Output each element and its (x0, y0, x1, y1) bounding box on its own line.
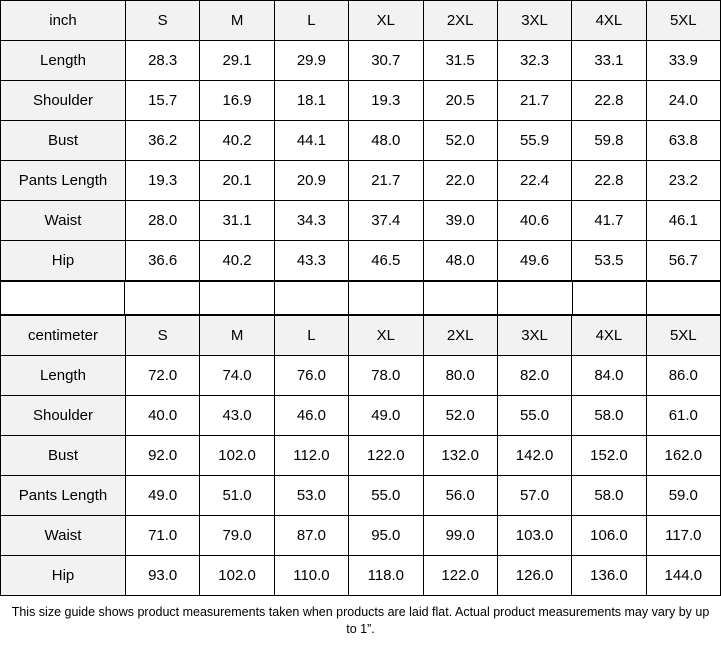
measurement-value: 19.3 (349, 81, 423, 121)
separator-cell (423, 281, 498, 315)
measurement-value: 19.3 (126, 161, 200, 201)
measurement-label: Length (1, 41, 126, 81)
size-table-centimeter-container (0, 315, 721, 596)
measurement-value: 102.0 (200, 436, 274, 476)
separator-cell (497, 281, 572, 315)
table-row (1, 121, 721, 161)
measurement-value: 40.2 (200, 241, 274, 281)
measurement-value: 72.0 (126, 356, 200, 396)
measurement-value: 53.0 (274, 476, 348, 516)
measurement-value: 44.1 (274, 121, 348, 161)
table-row (1, 556, 721, 596)
measurement-value: 110.0 (274, 556, 348, 596)
size-column-header: 2XL (423, 316, 497, 356)
measurement-value: 162.0 (646, 436, 720, 476)
table-header-row (1, 1, 721, 41)
measurement-value: 52.0 (423, 396, 497, 436)
measurement-value: 49.6 (497, 241, 571, 281)
size-column-header: L (274, 1, 348, 41)
table-row (1, 201, 721, 241)
measurement-label: Bust (1, 121, 126, 161)
measurement-value: 63.8 (646, 121, 720, 161)
size-column-header: XL (349, 316, 423, 356)
measurement-value: 41.7 (572, 201, 646, 241)
measurement-value: 82.0 (497, 356, 571, 396)
measurement-value: 56.7 (646, 241, 720, 281)
measurement-value: 84.0 (572, 356, 646, 396)
size-column-header: M (200, 1, 274, 41)
measurement-value: 39.0 (423, 201, 497, 241)
measurement-value: 144.0 (646, 556, 720, 596)
measurement-value: 31.1 (200, 201, 274, 241)
measurement-value: 22.8 (572, 81, 646, 121)
size-column-header: M (200, 316, 274, 356)
measurement-value: 56.0 (423, 476, 497, 516)
measurement-value: 29.1 (200, 41, 274, 81)
separator-cell (124, 281, 199, 315)
measurement-value: 103.0 (497, 516, 571, 556)
measurement-value: 99.0 (423, 516, 497, 556)
measurement-value: 28.3 (126, 41, 200, 81)
measurement-value: 55.0 (497, 396, 571, 436)
measurement-value: 92.0 (126, 436, 200, 476)
table-row (1, 41, 721, 81)
measurement-label: Length (1, 356, 126, 396)
table-row (1, 476, 721, 516)
measurement-value: 22.4 (497, 161, 571, 201)
measurement-value: 46.0 (274, 396, 348, 436)
measurement-value: 21.7 (349, 161, 423, 201)
separator-cell (274, 281, 349, 315)
measurement-value: 51.0 (200, 476, 274, 516)
separator-cell (199, 281, 274, 315)
measurement-label: Shoulder (1, 396, 126, 436)
separator-cell (646, 281, 721, 315)
size-column-header: S (126, 1, 200, 41)
measurement-value: 24.0 (646, 81, 720, 121)
measurement-value: 59.0 (646, 476, 720, 516)
table-row (1, 241, 721, 281)
measurement-value: 122.0 (423, 556, 497, 596)
size-column-header: 4XL (572, 1, 646, 41)
measurement-label: Bust (1, 436, 126, 476)
measurement-label: Hip (1, 556, 126, 596)
measurement-value: 22.0 (423, 161, 497, 201)
table-header-row (1, 316, 721, 356)
measurement-value: 58.0 (572, 476, 646, 516)
measurement-value: 126.0 (497, 556, 571, 596)
measurement-value: 23.2 (646, 161, 720, 201)
measurement-label: Pants Length (1, 161, 126, 201)
table-row (1, 516, 721, 556)
measurement-value: 112.0 (274, 436, 348, 476)
separator-cell (0, 281, 124, 315)
measurement-value: 43.0 (200, 396, 274, 436)
size-guide-footnote: This size guide shows product measurements taken when products are laid flat. Actual product measurements may vary by up to 1”. (11, 605, 710, 636)
measurement-value: 20.1 (200, 161, 274, 201)
measurement-value: 142.0 (497, 436, 571, 476)
measurement-value: 79.0 (200, 516, 274, 556)
measurement-value: 32.3 (497, 41, 571, 81)
measurement-value: 20.5 (423, 81, 497, 121)
measurement-value: 78.0 (349, 356, 423, 396)
size-column-header: 3XL (497, 316, 571, 356)
measurement-value: 33.9 (646, 41, 720, 81)
size-table-inch-body (1, 1, 721, 281)
size-column-header: XL (349, 1, 423, 41)
measurement-value: 49.0 (126, 476, 200, 516)
table-row (1, 81, 721, 121)
measurement-value: 61.0 (646, 396, 720, 436)
measurement-value: 71.0 (126, 516, 200, 556)
measurement-value: 40.0 (126, 396, 200, 436)
measurement-value: 132.0 (423, 436, 497, 476)
size-column-header: L (274, 316, 348, 356)
measurement-value: 16.9 (200, 81, 274, 121)
measurement-value: 49.0 (349, 396, 423, 436)
measurement-value: 40.6 (497, 201, 571, 241)
measurement-value: 118.0 (349, 556, 423, 596)
size-table-inch-container (0, 0, 721, 281)
separator-cell (572, 281, 647, 315)
measurement-value: 76.0 (274, 356, 348, 396)
table-row (1, 396, 721, 436)
measurement-value: 55.0 (349, 476, 423, 516)
size-column-header: 5XL (646, 1, 720, 41)
measurement-value: 117.0 (646, 516, 720, 556)
measurement-value: 43.3 (274, 241, 348, 281)
measurement-value: 80.0 (423, 356, 497, 396)
measurement-label: Waist (1, 201, 126, 241)
measurement-value: 152.0 (572, 436, 646, 476)
measurement-value: 29.9 (274, 41, 348, 81)
measurement-value: 93.0 (126, 556, 200, 596)
unit-label-centimeter: centimeter (1, 316, 126, 356)
size-column-header: 3XL (497, 1, 571, 41)
unit-label-inch: inch (1, 1, 126, 41)
measurement-value: 46.1 (646, 201, 720, 241)
measurement-value: 59.8 (572, 121, 646, 161)
measurement-value: 58.0 (572, 396, 646, 436)
measurement-label: Hip (1, 241, 126, 281)
measurement-value: 36.2 (126, 121, 200, 161)
measurement-label: Shoulder (1, 81, 126, 121)
size-column-header: 5XL (646, 316, 720, 356)
measurement-value: 46.5 (349, 241, 423, 281)
measurement-value: 34.3 (274, 201, 348, 241)
measurement-value: 37.4 (349, 201, 423, 241)
measurement-value: 33.1 (572, 41, 646, 81)
measurement-value: 21.7 (497, 81, 571, 121)
size-table-centimeter-body (1, 316, 721, 596)
measurement-value: 52.0 (423, 121, 497, 161)
measurement-value: 136.0 (572, 556, 646, 596)
measurement-value: 102.0 (200, 556, 274, 596)
measurement-label: Waist (1, 516, 126, 556)
measurement-value: 95.0 (349, 516, 423, 556)
measurement-value: 31.5 (423, 41, 497, 81)
size-column-header: S (126, 316, 200, 356)
measurement-value: 57.0 (497, 476, 571, 516)
measurement-value: 106.0 (572, 516, 646, 556)
measurement-value: 18.1 (274, 81, 348, 121)
table-row (1, 436, 721, 476)
measurement-value: 36.6 (126, 241, 200, 281)
size-column-header: 2XL (423, 1, 497, 41)
size-table-centimeter (0, 315, 721, 596)
measurement-value: 122.0 (349, 436, 423, 476)
measurement-value: 55.9 (497, 121, 571, 161)
measurement-value: 53.5 (572, 241, 646, 281)
measurement-label: Pants Length (1, 476, 126, 516)
separator-cell (348, 281, 423, 315)
table-row (1, 356, 721, 396)
size-table-inch (0, 0, 721, 281)
measurement-value: 87.0 (274, 516, 348, 556)
measurement-value: 74.0 (200, 356, 274, 396)
measurement-value: 15.7 (126, 81, 200, 121)
measurement-value: 48.0 (349, 121, 423, 161)
measurement-value: 48.0 (423, 241, 497, 281)
measurement-value: 40.2 (200, 121, 274, 161)
measurement-value: 28.0 (126, 201, 200, 241)
table-separator-row (0, 281, 721, 315)
measurement-value: 30.7 (349, 41, 423, 81)
size-column-header: 4XL (572, 316, 646, 356)
measurement-value: 22.8 (572, 161, 646, 201)
table-row (1, 161, 721, 201)
measurement-value: 86.0 (646, 356, 720, 396)
measurement-value: 20.9 (274, 161, 348, 201)
